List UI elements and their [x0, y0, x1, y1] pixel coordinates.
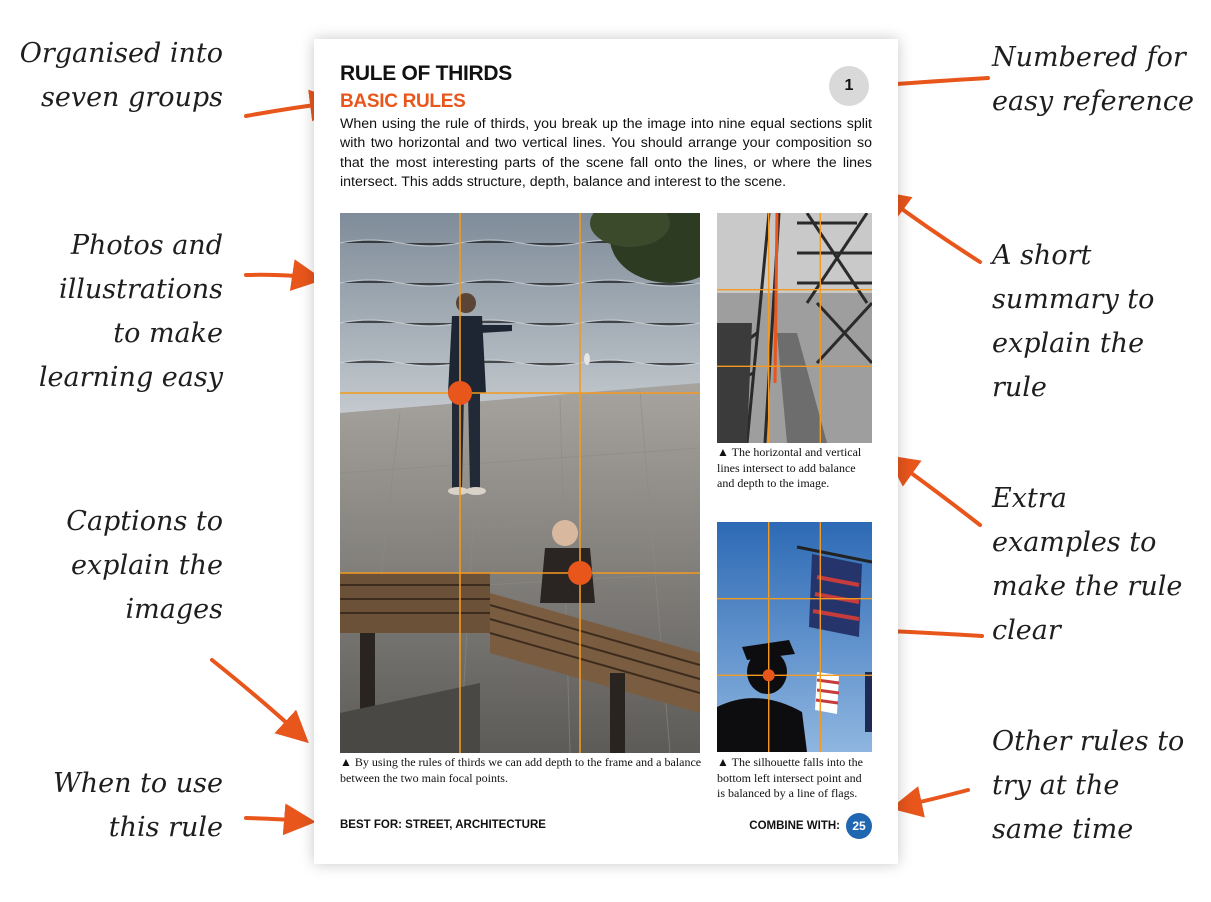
annotation-captions: Captions to explain the images — [66, 506, 223, 625]
best-for-label: BEST FOR: STREET, ARCHITECTURE — [340, 819, 546, 831]
flags-photo — [717, 522, 872, 752]
flags-caption: ▲ The silhouette falls into the bottom left intersect point and is balanced by a line of flags. — [717, 755, 863, 800]
main-caption: ▲ By using the rules of thirds we can add depth to the frame and a balance between the two main focal points. — [340, 755, 702, 785]
arrow-summary — [887, 198, 980, 262]
page-subtitle: BASIC RULES — [340, 91, 466, 112]
rule-summary: When using the rule of thirds, you break up the image into nine equal sections split with two horizontal and two vertical lines. You should arrange your composition so that the most interesting parts of the scene fall onto the lines, or where the lines intersect. This adds structure, depth, balance and interest to the scene. — [340, 116, 872, 191]
main-photo — [340, 213, 700, 753]
combine-rule-badge: 25 — [846, 813, 872, 839]
combine-with-label: COMBINE WITH: — [749, 820, 840, 832]
annotation-summary: A short summary to explain the rule — [992, 240, 1155, 403]
arrow-captions — [212, 660, 300, 735]
focal-point-woman — [568, 561, 592, 585]
annotation-other-rules: Other rules to try at the same time — [992, 726, 1185, 845]
focal-point-silhouette — [763, 669, 775, 681]
arrow-when-to-use — [246, 818, 304, 821]
guide-page — [314, 39, 898, 864]
combine-with — [749, 813, 872, 839]
rule-number-badge: 1 — [829, 66, 869, 106]
annotation-numbered: Numbered for easy reference — [992, 42, 1194, 117]
annotation-when-to-use: When to use this rule — [52, 768, 223, 843]
annotation-organised: Organised into seven groups — [19, 38, 223, 113]
arrow-extra-examples — [896, 462, 980, 525]
annotation-extra-examples: Extra examples to make the rule clear — [992, 483, 1183, 646]
annotation-photos: Photos and illustrations to make learning easy — [38, 230, 223, 393]
arrow-photos — [246, 275, 312, 278]
bridge-photo — [717, 213, 872, 443]
bridge-caption: ▲ The horizontal and vertical lines intersect to add balance and depth to the image. — [717, 445, 862, 490]
focal-point-man — [448, 381, 472, 405]
page-title: RULE OF THIRDS — [340, 62, 512, 85]
arrow-other-rules — [902, 790, 968, 806]
